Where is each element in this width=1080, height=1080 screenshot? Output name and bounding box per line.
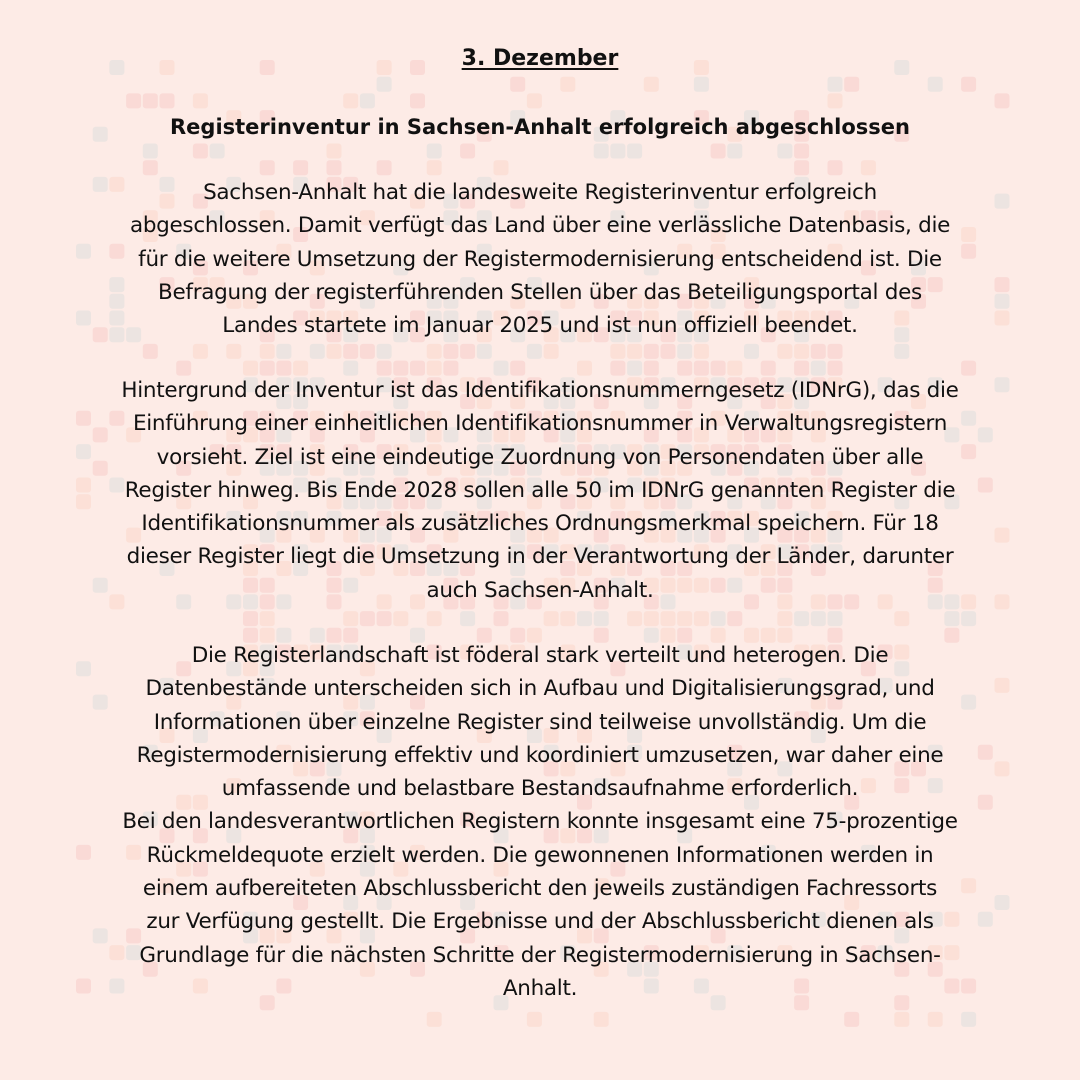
pattern-tile [293, 160, 308, 175]
pattern-tile [377, 160, 392, 175]
pattern-tile [126, 93, 141, 108]
paragraph-3 [0, 639, 1080, 1005]
pattern-tile [443, 344, 458, 359]
paragraph-line: Sachsen-Anhalt hat die landesweite Registerinventur erfolgreich [203, 180, 877, 205]
pattern-tile [544, 611, 559, 626]
pattern-tile [527, 1012, 542, 1027]
paragraph-line: Die Registerlandschaft ist föderal stark verteilt und heterogen. Die [191, 643, 889, 668]
pattern-tile [160, 93, 175, 108]
pattern-tile [627, 144, 642, 159]
pattern-tile [377, 77, 392, 92]
pattern-tile [610, 144, 625, 159]
pattern-tile [276, 344, 291, 359]
paragraph-line: Hintergrund der Inventur ist das Identifikationsnummerngesetz (IDNrG), das die [121, 378, 959, 403]
pattern-tile [594, 611, 609, 626]
pattern-tile [995, 93, 1010, 108]
pattern-tile [644, 611, 659, 626]
pattern-tile [744, 344, 759, 359]
pattern-tile [310, 344, 325, 359]
pattern-tile [961, 77, 976, 92]
pattern-tile [343, 611, 358, 626]
paragraph-line: einem aufbereiteten Abschlussbericht den jeweils zuständigen Fachressorts [142, 876, 938, 902]
paragraph-line: abgeschlossen. Damit verfügt das Land über eine verlässliche Datenbasis, die [129, 213, 951, 239]
pattern-tile [427, 344, 442, 359]
pattern-tile [844, 77, 859, 92]
pattern-tile [627, 611, 642, 626]
pattern-tile [961, 1012, 976, 1027]
pattern-tile [427, 144, 442, 159]
pattern-tile [794, 344, 809, 359]
pattern-tile [327, 160, 342, 175]
pattern-tile [360, 344, 375, 359]
pattern-tile [260, 344, 275, 359]
pattern-tile [677, 611, 692, 626]
pattern-tile [828, 611, 843, 626]
pattern-tile [944, 611, 959, 626]
pattern-tile [360, 93, 375, 108]
pattern-tile [143, 144, 158, 159]
pattern-tile [343, 93, 358, 108]
pattern-tile [928, 1012, 943, 1027]
pattern-tile [894, 344, 909, 359]
paragraph-line: Informationen über einzelne Register sind teilweise unvollständig. Um die [153, 709, 927, 735]
pattern-tile [343, 344, 358, 359]
pattern-tile [560, 611, 575, 626]
pattern-tile [193, 344, 208, 359]
pattern-tile [393, 611, 408, 626]
pattern-tile [143, 160, 158, 175]
pattern-tile [794, 611, 809, 626]
pattern-tile [828, 93, 843, 108]
pattern-tile [460, 611, 475, 626]
pattern-tile [811, 344, 826, 359]
pattern-tile [928, 77, 943, 92]
paragraph-line: Registermodernisierung effektiv und koordiniert umzusetzen, war daher eine [136, 742, 944, 768]
paragraph-line: auch Sachsen-Anhalt. [426, 577, 654, 603]
pattern-tile [694, 344, 709, 359]
pattern-tile [327, 344, 342, 359]
pattern-tile [777, 344, 792, 359]
paragraph-line: Landes startete im Januar 2025 und ist nun offiziell beendet. [222, 313, 858, 339]
pattern-tile [327, 144, 342, 159]
paragraph-line: Grundlage für die nächsten Schritte der Registermodernisierung in Sachsen- [139, 942, 941, 968]
pattern-tile [527, 344, 542, 359]
pattern-tile [193, 144, 208, 159]
pattern-tile [226, 344, 241, 359]
pattern-tile [193, 93, 208, 108]
pattern-tile [577, 611, 592, 626]
paragraph-line: Befragung der registerführenden Stellen über das Beteiligungsportal des [158, 279, 922, 305]
pattern-tile [527, 93, 542, 108]
pattern-tile [894, 611, 909, 626]
pattern-tile [377, 611, 392, 626]
pattern-tile [828, 344, 843, 359]
paragraph-line: umfassende und belastbare Bestandsaufnahme erforderlich. [221, 776, 859, 802]
pattern-tile [794, 160, 809, 175]
paragraph-line: dieser Register liegt die Umsetzung in der Verantwortung der Länder, darunter [126, 544, 954, 570]
pattern-tile [644, 77, 659, 92]
pattern-tile [494, 160, 509, 175]
pattern-tile [427, 1012, 442, 1027]
pattern-tile [427, 611, 442, 626]
paragraph-line: für die weitere Umsetzung der Registermodernisierung entscheidend ist. Die [138, 246, 942, 272]
pattern-tile [360, 611, 375, 626]
paragraph-line: Identifikationsnummer als zusätzliches Ordnungsmerkmal speichern. Für 18 [141, 511, 939, 537]
pattern-tile [627, 344, 642, 359]
pattern-tile [494, 611, 509, 626]
paragraph-line: zur Verfügung gestellt. Die Ergebnisse und der Abschlussbericht dienen als [146, 909, 934, 935]
pattern-tile [243, 611, 258, 626]
post-title: Registerinventur in Sachsen-Anhalt erfolgreich abgeschlossen [170, 115, 910, 139]
post-date: 3. Dezember [461, 46, 619, 71]
pattern-tile [811, 611, 826, 626]
pattern-tile [544, 344, 559, 359]
pattern-tile [861, 160, 876, 175]
pattern-tile [794, 144, 809, 159]
pattern-tile [777, 611, 792, 626]
pattern-tile [143, 93, 158, 108]
pattern-tile [260, 160, 275, 175]
pattern-tile [694, 611, 709, 626]
pattern-tile [594, 1012, 609, 1027]
pattern-tile [427, 160, 442, 175]
pattern-tile [894, 1012, 909, 1027]
paragraph-2 [0, 374, 1080, 607]
pattern-tile [460, 144, 475, 159]
pattern-tile [460, 344, 475, 359]
paragraph-line: vorsieht. Ziel ist eine eindeutige Zuordnung von Personendaten über alle [156, 444, 924, 470]
paragraph-line: Register hinweg. Bis Ende 2028 sollen alle 50 im IDNrG genannten Register die [124, 477, 956, 503]
paragraph-line: Anhalt. [502, 975, 578, 1001]
pattern-tile [777, 144, 792, 159]
paragraph-line: Datenbestände unterscheiden sich in Aufbau und Digitalisierungsgrad, und [145, 676, 935, 702]
pattern-tile [560, 77, 575, 92]
pattern-tile [210, 144, 225, 159]
pattern-tile [694, 77, 709, 92]
pattern-tile [711, 611, 726, 626]
paragraph-line: Bei den landesverantwortlichen Registern konnte insgesamt eine 75-prozentige [122, 809, 958, 835]
pattern-tile [727, 144, 742, 159]
pattern-tile [661, 344, 676, 359]
paragraph-line: Rückmeldequote erzielt werden. Die gewonnenen Informationen werden in [146, 842, 934, 868]
paragraph-line: Einführung einer einheitlichen Identifikationsnummer in Verwaltungsregistern [132, 411, 948, 437]
pattern-tile [711, 144, 726, 159]
pattern-tile [961, 611, 976, 626]
pattern-tile [644, 344, 659, 359]
pattern-tile [594, 144, 609, 159]
pattern-tile [727, 611, 742, 626]
pattern-tile [661, 611, 676, 626]
pattern-tile [260, 611, 275, 626]
pattern-tile [510, 77, 525, 92]
pattern-tile [143, 344, 158, 359]
paragraph-1 [0, 176, 1080, 342]
pattern-tile [828, 77, 843, 92]
pattern-tile [828, 160, 843, 175]
pattern-tile [410, 93, 425, 108]
pattern-tile [610, 344, 625, 359]
pattern-tile [377, 344, 392, 359]
pattern-tile [844, 1012, 859, 1027]
pattern-tile [677, 344, 692, 359]
pattern-tile [477, 344, 492, 359]
